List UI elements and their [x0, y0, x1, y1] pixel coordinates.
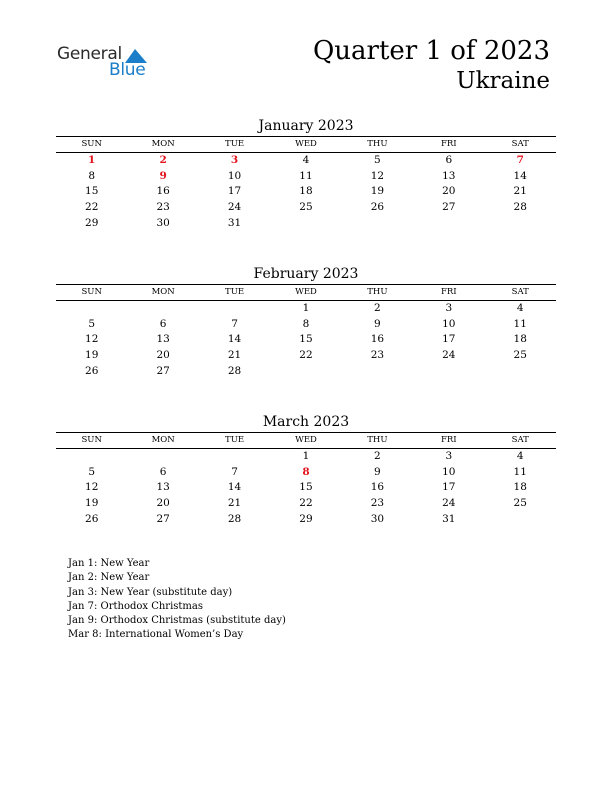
day-cell: 11	[513, 317, 527, 330]
weekday-label: FRI	[440, 139, 457, 149]
week-row	[56, 496, 556, 512]
day-cell: 26	[85, 512, 99, 525]
holiday-day-cell: 3	[230, 154, 239, 166]
day-cell: 5	[374, 154, 381, 166]
weekday-label: TUE	[225, 139, 245, 149]
day-cell: 17	[227, 185, 242, 198]
day-cell: 9	[374, 465, 381, 478]
day-cell: 15	[85, 185, 99, 198]
day-cell: 12	[370, 169, 385, 182]
day-cell: 25	[513, 349, 527, 362]
day-cell: 20	[442, 185, 456, 198]
day-cell: 5	[88, 465, 96, 478]
day-cell: 27	[156, 512, 170, 525]
day-cell: 7	[231, 317, 238, 330]
day-cell	[342, 364, 413, 380]
day-cell: 18	[513, 333, 527, 346]
day-cell: 20	[156, 349, 170, 362]
week-row	[56, 512, 556, 528]
holiday-day-cell: 7	[516, 154, 524, 166]
day-cell: 31	[227, 216, 242, 229]
day-cell	[56, 301, 127, 317]
day-cell: 26	[85, 364, 99, 377]
month-title: February 2023	[253, 266, 359, 282]
day-cell: 3	[445, 450, 453, 462]
weekday-header	[56, 432, 556, 449]
day-cell: 17	[442, 481, 456, 494]
day-cell: 18	[513, 481, 527, 494]
month-title: January 2023	[258, 118, 354, 134]
day-cell: 16	[370, 481, 385, 494]
day-cell: 19	[85, 349, 99, 362]
logo-text-blue: Blue	[109, 60, 146, 80]
day-cell: 15	[299, 333, 313, 346]
day-cell: 16	[370, 333, 385, 346]
month-calendar	[56, 116, 556, 231]
week-row	[56, 184, 556, 200]
day-cell: 28	[227, 364, 242, 377]
day-cell: 29	[85, 216, 99, 229]
holiday-note: Jan 2: New Year	[68, 572, 150, 584]
holiday-note: Jan 3: New Year (substitute day)	[68, 586, 233, 598]
weekday-header	[56, 136, 556, 153]
day-cell: 25	[513, 497, 527, 510]
day-cell	[485, 216, 556, 232]
day-cell: 28	[513, 201, 527, 214]
day-cell: 19	[85, 497, 99, 510]
week-row	[56, 364, 556, 380]
day-cell: 20	[156, 497, 170, 510]
weekday-header	[56, 284, 556, 301]
day-cell: 4	[516, 450, 524, 462]
day-cell: 8	[88, 169, 96, 182]
day-cell: 13	[156, 333, 170, 346]
week-row	[56, 480, 556, 496]
weekday-label: FRI	[440, 435, 457, 445]
day-cell: 21	[227, 349, 242, 362]
holiday-note: Jan 1: New Year	[68, 558, 150, 569]
day-cell: 23	[370, 497, 385, 510]
logo-text-general: General	[57, 44, 122, 64]
holiday-day-cell: 8	[302, 465, 310, 478]
weekday-label: THU	[367, 287, 388, 297]
day-cell: 7	[231, 465, 238, 478]
day-cell: 30	[370, 512, 385, 525]
week-row	[56, 301, 556, 317]
day-cell: 24	[227, 201, 242, 214]
day-cell: 21	[227, 497, 242, 510]
day-cell: 19	[370, 185, 385, 198]
week-row	[56, 348, 556, 364]
page-title: Quarter 1 of 2023	[312, 36, 550, 66]
weekday-label: MON	[151, 435, 175, 445]
week-row	[56, 169, 556, 185]
day-cell: 6	[159, 317, 167, 330]
day-cell: 10	[227, 169, 242, 182]
weekday-label: SAT	[511, 435, 529, 445]
weekday-label: TUE	[225, 435, 245, 445]
day-cell: 10	[442, 465, 456, 478]
day-cell: 10	[442, 317, 456, 330]
day-cell: 22	[299, 497, 313, 510]
day-cell: 1	[302, 450, 310, 462]
day-cell	[127, 301, 198, 317]
week-row	[56, 317, 556, 333]
week-row	[56, 465, 556, 481]
day-cell	[270, 364, 341, 380]
day-cell: 2	[374, 302, 381, 314]
day-cell	[270, 216, 341, 232]
day-cell: 30	[156, 216, 170, 229]
weekday-label: SAT	[511, 287, 529, 297]
week-row	[56, 332, 556, 348]
weekday-label: WED	[295, 139, 317, 149]
day-cell	[485, 512, 556, 528]
day-cell: 5	[88, 317, 96, 330]
holiday-notes-list	[68, 557, 286, 643]
holiday-note: Jan 7: Orthodox Christmas	[68, 600, 203, 612]
day-cell: 17	[442, 333, 456, 346]
holiday-day-cell: 9	[159, 169, 167, 182]
day-cell: 13	[156, 481, 170, 494]
week-row	[56, 200, 556, 216]
day-cell: 13	[442, 169, 456, 182]
day-cell: 15	[299, 481, 313, 494]
day-cell: 2	[374, 450, 381, 462]
holiday-note: Mar 8: International Women’s Day	[68, 629, 244, 641]
day-cell: 28	[227, 512, 242, 525]
day-cell	[199, 301, 270, 317]
day-cell	[413, 216, 484, 232]
day-cell: 14	[227, 481, 242, 494]
month-calendar	[56, 264, 556, 379]
day-cell: 4	[302, 154, 310, 166]
day-cell: 24	[442, 349, 456, 362]
day-cell: 12	[85, 481, 99, 494]
day-cell: 22	[299, 349, 313, 362]
day-cell: 6	[159, 465, 167, 478]
day-cell	[199, 449, 270, 465]
day-cell: 14	[227, 333, 242, 346]
day-cell: 25	[299, 201, 313, 214]
day-cell: 14	[513, 169, 527, 182]
day-cell: 27	[442, 201, 456, 214]
day-cell: 21	[513, 185, 527, 198]
day-cell: 22	[85, 201, 99, 214]
day-cell	[56, 449, 127, 465]
weekday-label: SUN	[81, 287, 102, 297]
week-row	[56, 449, 556, 465]
day-cell: 26	[370, 201, 385, 214]
holiday-note: Jan 9: Orthodox Christmas (substitute day)	[68, 615, 286, 627]
day-cell: 3	[445, 302, 453, 314]
weekday-label: SUN	[81, 435, 102, 445]
week-row	[56, 216, 556, 232]
day-cell: 4	[516, 302, 524, 314]
day-cell: 8	[302, 317, 310, 330]
weekday-label: MON	[151, 287, 175, 297]
day-cell: 23	[370, 349, 385, 362]
holiday-day-cell: 1	[88, 154, 96, 166]
day-cell	[127, 449, 198, 465]
weekday-label: WED	[295, 435, 317, 445]
weekday-label: MON	[151, 139, 175, 149]
day-cell: 12	[85, 333, 99, 346]
day-cell	[413, 364, 484, 380]
weekday-label: SUN	[81, 139, 102, 149]
day-cell: 11	[299, 169, 313, 182]
day-cell	[342, 216, 413, 232]
day-cell: 11	[513, 465, 527, 478]
day-cell: 16	[156, 185, 170, 198]
day-cell: 29	[299, 512, 313, 525]
weekday-label: THU	[367, 435, 388, 445]
weekday-label: THU	[367, 139, 388, 149]
day-cell: 9	[374, 317, 381, 330]
week-row	[56, 153, 556, 169]
holiday-day-cell: 2	[159, 154, 167, 166]
weekday-label: TUE	[225, 287, 245, 297]
day-cell: 6	[445, 154, 453, 166]
day-cell	[485, 364, 556, 380]
day-cell: 1	[302, 302, 310, 314]
weekday-label: FRI	[440, 287, 457, 297]
day-cell: 24	[442, 497, 456, 510]
month-title: March 2023	[262, 414, 350, 430]
day-cell: 27	[156, 364, 170, 377]
weekday-label: SAT	[511, 139, 529, 149]
brand-logo	[57, 44, 157, 80]
month-calendar	[56, 412, 556, 527]
day-cell: 18	[299, 185, 313, 198]
country-name: Ukraine	[456, 68, 550, 94]
day-cell: 23	[156, 201, 170, 214]
weekday-label: WED	[295, 287, 317, 297]
day-cell: 31	[442, 512, 456, 525]
